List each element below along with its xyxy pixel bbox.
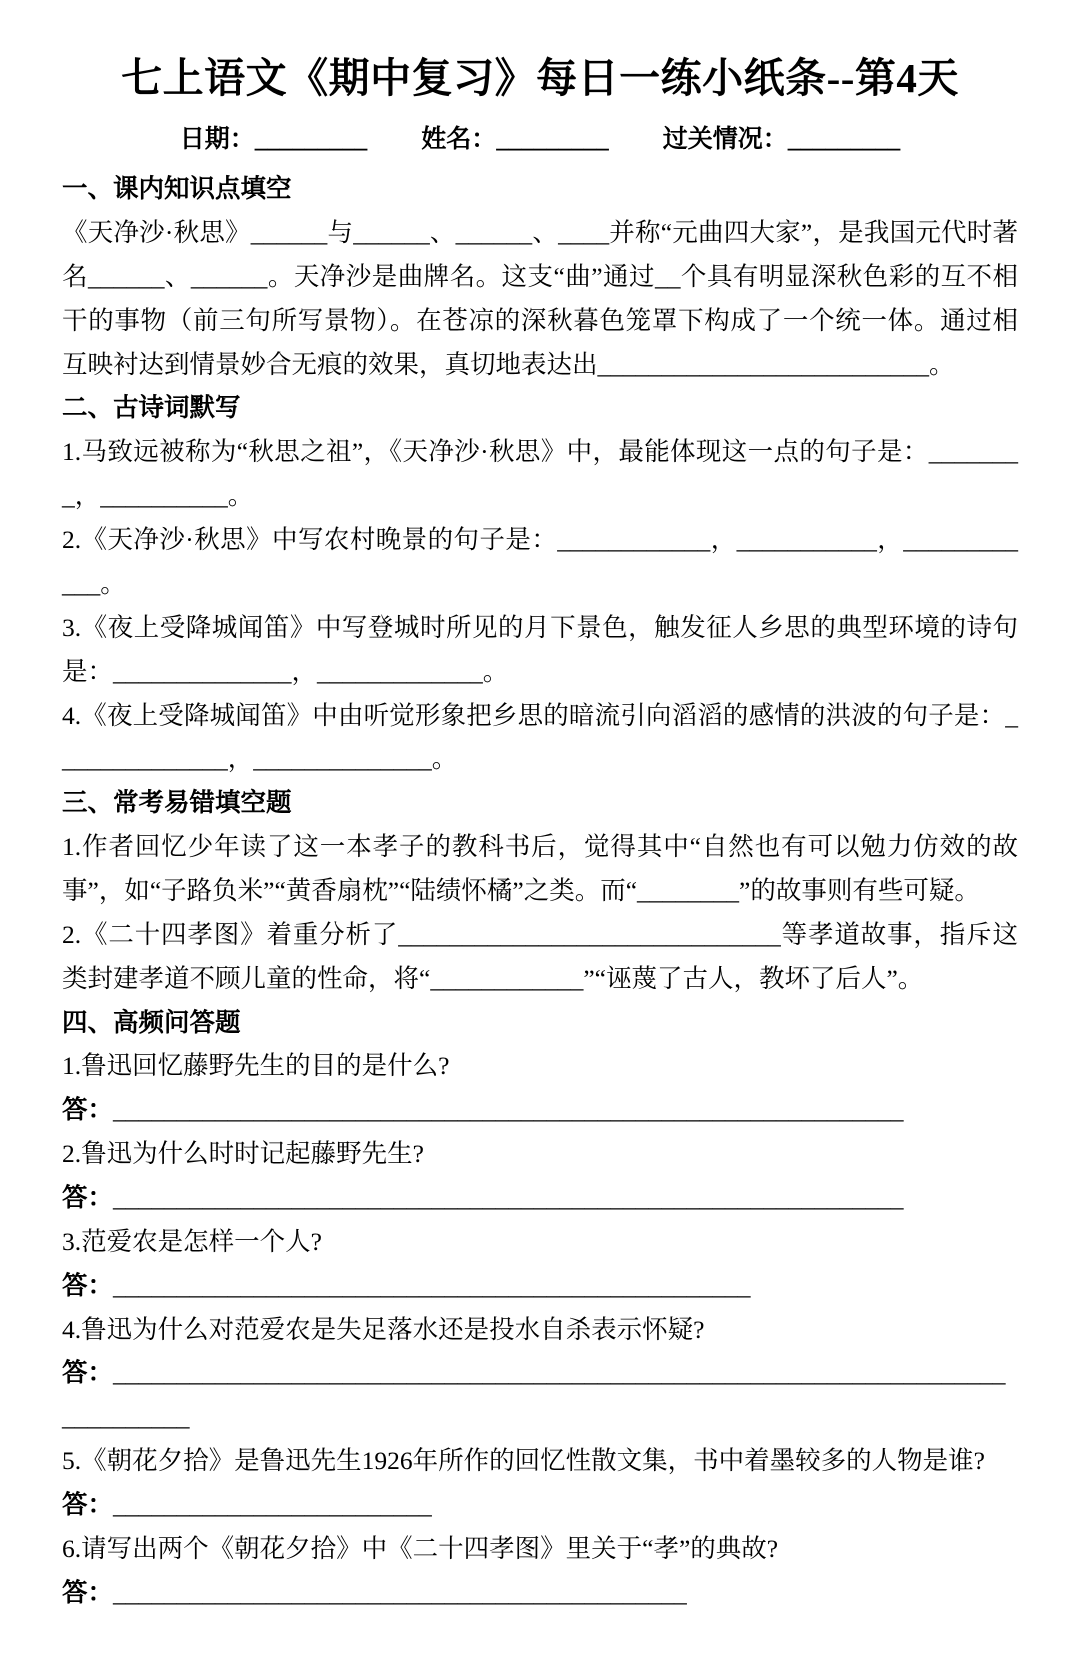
section3-heading xyxy=(62,781,1018,825)
question-text: 6.请写出两个《朝花夕拾》中《二十四孝图》里关于“孝”的典故? xyxy=(62,1533,779,1563)
section4-a4 xyxy=(62,1351,1018,1439)
heading-text: 四、高频问答题 xyxy=(62,1007,241,1037)
answer-label: 答： xyxy=(62,1270,114,1300)
section4-q4 xyxy=(62,1308,1018,1352)
question-text: 3.范爱农是怎样一个人? xyxy=(62,1226,322,1256)
section4-a1 xyxy=(62,1088,1018,1132)
page-title: 七上语文《期中复习》每日一练小纸条--第4天 xyxy=(121,55,959,101)
section2-q2 xyxy=(62,518,1018,606)
para-text: 《天净沙·秋思》______与______、______、____并称“元曲四大家”，是我国元代时著名______、______。天净沙是曲牌名。这支“曲”通过__个具有明显深秋色彩的互不相干的事物（前三句所写景物）。在苍凉的深秋暮色笼罩下构成了一个统一体。通过相互映衬达到情景妙合无痕的效果，真切地表达出__________________________。 xyxy=(62,218,1018,379)
section2-heading xyxy=(62,386,1018,430)
section2-q4 xyxy=(62,694,1018,782)
section4-a5 xyxy=(62,1483,1018,1527)
meta-line xyxy=(62,119,1018,155)
answer-text: ________________________________________________________________________________ xyxy=(62,1358,1006,1432)
section4-heading xyxy=(62,1001,1018,1045)
para-text: 4.《夜上受降城闻笛》中由听觉形象把乡思的暗流引向滔滔的感情的洪波的句子是：______________，______________。 xyxy=(62,700,1018,774)
name-field: 姓名：_________ xyxy=(421,126,609,154)
section4-q2 xyxy=(62,1132,1018,1176)
para-text: 1.马致远被称为“秋思之祖”，《天净沙·秋思》中，最能体现这一点的句子是：________，__________。 xyxy=(62,437,1018,511)
section4-q6 xyxy=(62,1527,1018,1571)
answer-label: 答： xyxy=(62,1577,114,1607)
answer-text: ______________________________________________________________ xyxy=(113,1095,904,1125)
section4-q1 xyxy=(62,1044,1018,1088)
answer-label: 答： xyxy=(62,1095,114,1125)
para-text: 1.作者回忆少年读了这一本孝子的教科书后，觉得其中“自然也有可以勉力仿效的故事”，如“子路负米”“黄香扇枕”“陆绩怀橘”之类。而“________”的故事则有些可疑。 xyxy=(62,832,1018,905)
worksheet-body xyxy=(62,167,1018,1614)
para-text: 2.《天净沙·秋思》中写农村晚景的句子是：____________，___________，____________。 xyxy=(62,525,1018,598)
question-text: 2.鲁迅为什么时时记起藤野先生? xyxy=(62,1139,424,1169)
section4-a6 xyxy=(62,1571,1018,1615)
section1-heading xyxy=(62,167,1018,211)
section1-fill-text xyxy=(62,211,1018,386)
section4-a2 xyxy=(62,1176,1018,1220)
date-field: 日期：_________ xyxy=(179,126,368,154)
heading-text: 三、常考易错填空题 xyxy=(62,788,292,818)
answer-text: __________________________________________________ xyxy=(113,1270,751,1300)
para-text: 2.《二十四孝图》着重分析了______________________________等孝道故事，指斥这类封建孝道不顾儿童的性命，将“____________”“诬蔑了古人，教坏了后人”。 xyxy=(62,919,1018,993)
heading-text: 二、古诗词默写 xyxy=(62,393,241,423)
section4-a3 xyxy=(62,1264,1018,1308)
heading-text: 一、课内知识点填空 xyxy=(62,174,292,204)
section4-q3 xyxy=(62,1220,1018,1264)
answer-text: _____________________________________________ xyxy=(113,1577,687,1607)
section2-q1 xyxy=(62,430,1018,518)
question-text: 5.《朝花夕拾》是鲁迅先生1926年所作的回忆性散文集，书中着墨较多的人物是谁? xyxy=(62,1446,985,1476)
answer-label: 答： xyxy=(62,1489,114,1519)
para-text: 3.《夜上受降城闻笛》中写登城时所见的月下景色，触发征人乡思的典型环境的诗句是：______________，_____________。 xyxy=(62,612,1018,686)
section2-q3 xyxy=(62,606,1018,694)
answer-label: 答： xyxy=(62,1182,114,1212)
question-text: 1.鲁迅回忆藤野先生的目的是什么? xyxy=(62,1051,450,1081)
answer-text: ______________________________________________________________ xyxy=(113,1182,904,1212)
section4-q5 xyxy=(62,1439,1018,1483)
section3-q1 xyxy=(62,825,1018,913)
question-text: 4.鲁迅为什么对范爱农是失足落水还是投水自杀表示怀疑? xyxy=(62,1314,705,1344)
answer-text: _________________________ xyxy=(113,1489,432,1519)
answer-label: 答： xyxy=(62,1358,114,1388)
section3-q2 xyxy=(62,913,1018,1001)
pass-status-field: 过关情况：_________ xyxy=(662,126,901,154)
